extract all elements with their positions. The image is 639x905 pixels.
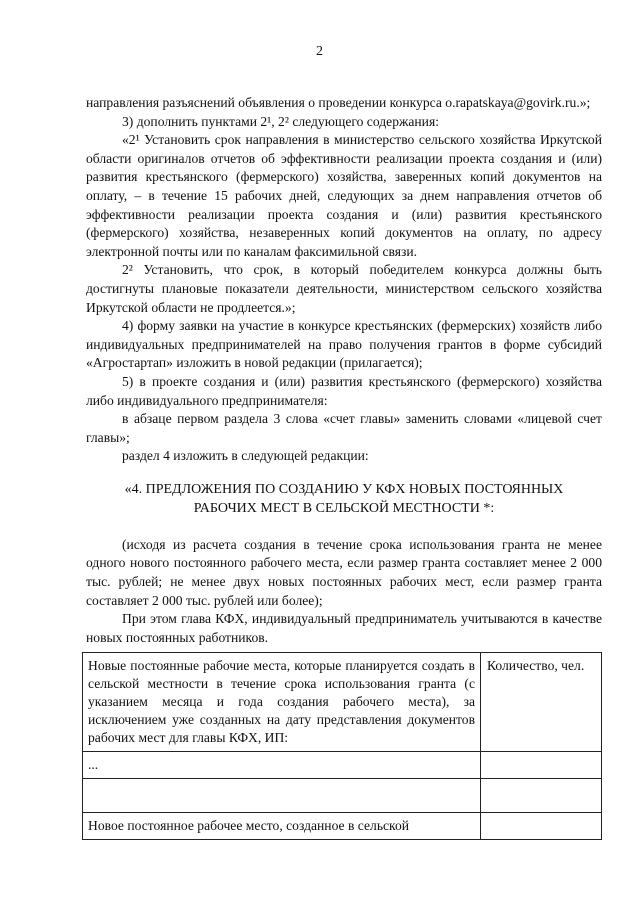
table-row <box>83 779 602 813</box>
paragraph: раздел 4 изложить в следующей редакции: <box>122 448 369 464</box>
heading-line: «4. ПРЕДЛОЖЕНИЯ ПО СОЗДАНИЮ У КФХ НОВЫХ ПОСТОЯННЫХ <box>124 481 564 497</box>
workplaces-table <box>82 652 602 840</box>
paragraph: в абзаце первом раздела 3 слова «счет главы» заменить словами «лицевой счет главы»; <box>86 411 602 445</box>
heading-line: РАБОЧИХ МЕСТ В СЕЛЬСКОЙ МЕСТНОСТИ *: <box>193 500 495 516</box>
section-heading <box>86 480 602 518</box>
document-body <box>86 94 602 647</box>
table-header-cell: Количество, чел. <box>481 653 602 752</box>
paragraph: направления разъяснений объявления о проведении конкурса o.rapatskaya@govirk.ru.»; <box>86 95 591 110</box>
table-row <box>83 752 602 779</box>
table-cell <box>481 779 602 813</box>
paragraph: «2¹ Установить срок направления в министерство сельского хозяйства Иркутской области оригиналов отчетов об эффективности реализации проекта создания и (или) развития крестьянского (фермерского) хозяйства, заверенных копий документов на оплату, – в течение 15 рабочих дней, следующих за днем направления отчетов об эффективности реализации проекта создания и (или) развития крестьянского (фермерского) хозяйства, незаверенных копий документов на оплату, по адресу электронной почты или по каналам факсимильной связи. <box>86 132 602 259</box>
table-row <box>83 653 602 752</box>
table-cell <box>481 813 602 840</box>
paragraph: (исходя из расчета создания в течение срока использования гранта не менее одного нового постоянного рабочего места, если размер гранта составляет менее 2 000 тыс. рублей; не менее двух новых постоянных рабочих мест, если размер гранта составляет 2 000 тыс. рублей или более); <box>86 536 602 608</box>
paragraph: 2² Установить, что срок, в который победителем конкурса должны быть достигнуты плановые показатели деятельности, министерством сельского хозяйства Иркутской области не продлеется.»; <box>86 262 602 315</box>
table-cell <box>83 779 481 813</box>
paragraph: При этом глава КФХ, индивидуальный предприниматель учитываются в качестве новых постоянных работников. <box>86 611 602 645</box>
paragraph: 4) форму заявки на участие в конкурсе крестьянских (фермерских) хозяйств либо индивидуальных предпринимателей на право получения грантов в форме субсидий «Агростартап» изложить в новой редакции (прилагается); <box>86 318 602 371</box>
table-row <box>83 813 602 840</box>
page-number: 2 <box>316 44 323 59</box>
table-cell: Новое постоянное рабочее место, созданное в сельской <box>83 813 481 840</box>
paragraph: 3) дополнить пунктами 2¹, 2² следующего содержания: <box>122 113 439 129</box>
table-cell <box>481 752 602 779</box>
paragraph: 5) в проекте создания и (или) развития крестьянского (фермерского) хозяйства либо индивидуального предпринимателя: <box>86 373 602 408</box>
table-header-cell: Новые постоянные рабочие места, которые планируется создать в сельской местности в течение срока использования гранта (с указанием месяца и года создания рабочего места), за исключением уже созданных на дату представления документов рабочих мест для главы КФХ, ИП: <box>83 653 481 752</box>
table-cell: ... <box>83 752 481 779</box>
